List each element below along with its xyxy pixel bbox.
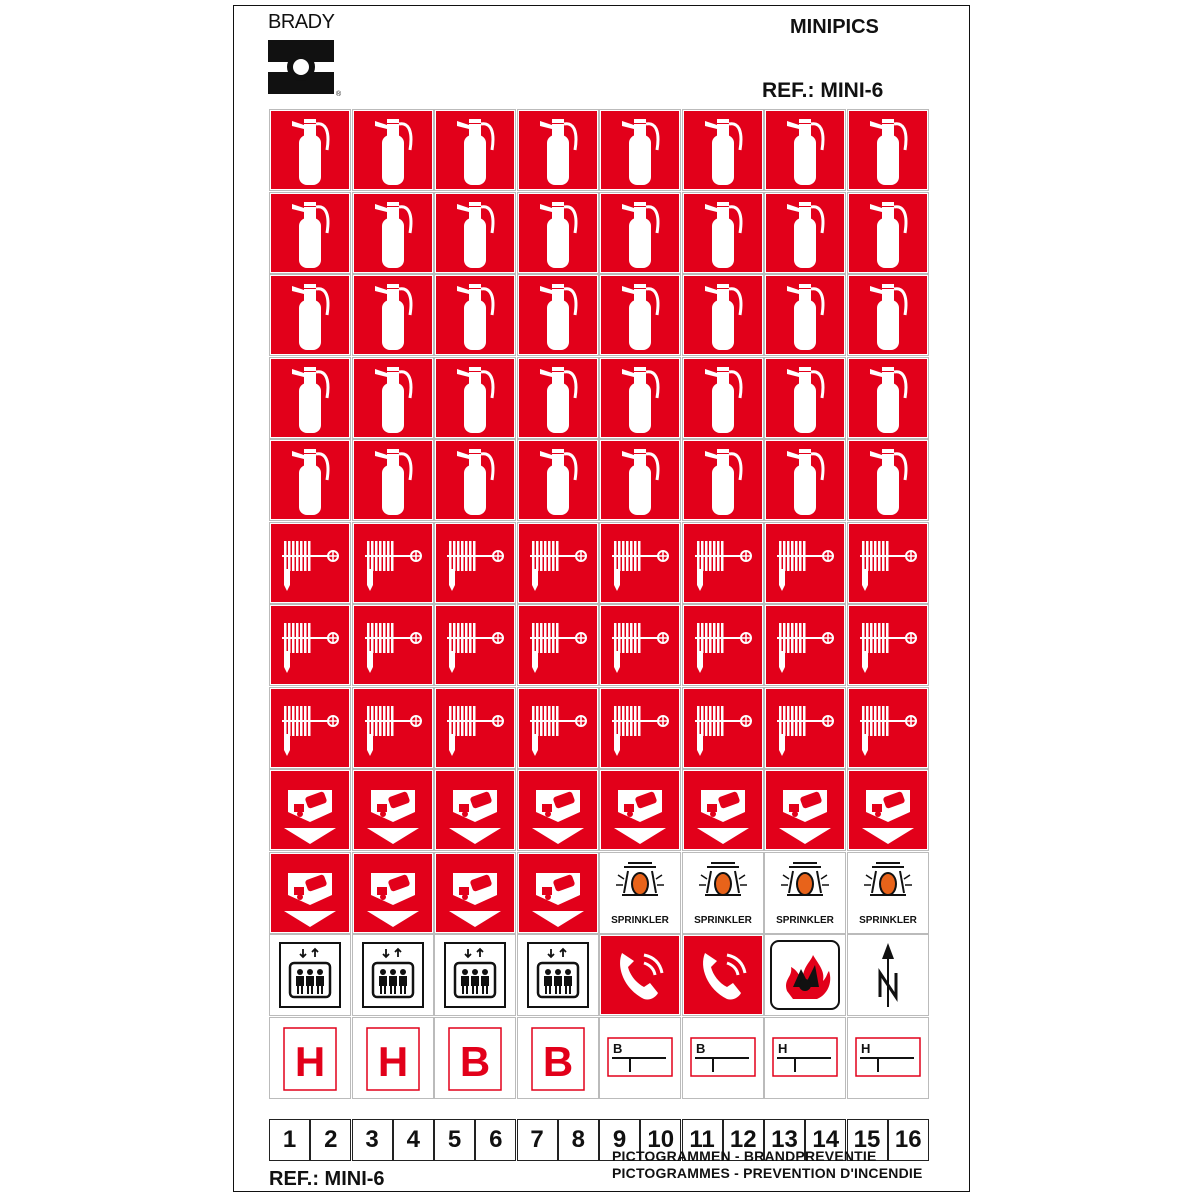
fire-extinguisher-label [352,439,434,521]
fire-alarm-point-label [434,852,516,934]
svg-text:B: B [613,1040,623,1056]
svg-text:B: B [542,1037,573,1085]
fire-extinguisher-label [599,274,681,356]
fire-extinguisher-label [682,109,764,191]
sprinkler-icon [600,853,680,933]
fire-alarm-point-label [352,852,434,934]
lift-label [269,934,351,1016]
fire-extinguisher-label [352,192,434,274]
fire-alarm-point-icon [518,853,598,933]
fire-extinguisher-label [599,439,681,521]
lift-label [434,934,516,1016]
fire-extinguisher-label [764,109,846,191]
label-number: 16 [888,1119,929,1161]
fire-extinguisher-icon [270,110,350,190]
sprinkler-label [682,852,764,934]
label-number: 10 [640,1119,681,1161]
fire-hose-reel-icon [765,605,845,685]
fire-extinguisher-icon [683,440,763,520]
fire-hose-reel-icon [848,688,928,768]
lift-icon [518,935,598,1015]
h-box-label [269,1017,351,1099]
svg-text:B: B [459,1037,491,1085]
fire-extinguisher-icon [435,275,515,355]
fire-extinguisher-label [434,357,516,439]
fire-hose-reel-icon [518,605,598,685]
svg-text:H: H [860,1040,870,1056]
fire-hose-reel-icon [435,688,515,768]
fire-hose-reel-icon [353,605,433,685]
fire-alarm-point-label [847,769,929,851]
fire-extinguisher-label [269,109,351,191]
label-number: 7 [517,1119,558,1161]
h-line-icon [765,1018,845,1098]
fire-extinguisher-icon [848,440,928,520]
fire-extinguisher-label [599,192,681,274]
fire-extinguisher-icon [600,110,680,190]
label-number: 12 [723,1119,764,1161]
explosive-fire-icon [765,935,845,1015]
fire-hose-reel-label [517,522,599,604]
label-number: 15 [847,1119,888,1161]
emergency-phone-icon [600,935,680,1015]
fire-extinguisher-icon [765,110,845,190]
fire-extinguisher-icon [270,193,350,273]
fire-hose-reel-icon [518,688,598,768]
fire-extinguisher-label [847,439,929,521]
fire-extinguisher-label [682,274,764,356]
fire-hose-reel-icon [270,605,350,685]
sprinkler-label [847,852,929,934]
fire-extinguisher-label [682,357,764,439]
fire-hose-reel-label [847,687,929,769]
fire-extinguisher-icon [353,110,433,190]
fire-extinguisher-label [764,192,846,274]
fire-hose-reel-label [764,687,846,769]
b-box-label [434,1017,516,1099]
fire-alarm-point-icon [435,853,515,933]
fire-extinguisher-icon [765,358,845,438]
fire-extinguisher-icon [435,193,515,273]
svg-text:H: H [294,1037,326,1085]
fire-alarm-point-icon [600,770,680,850]
fire-extinguisher-icon [600,358,680,438]
fire-hose-reel-label [764,522,846,604]
caption-french: PICTOGRAMMES - PREVENTION D'INCENDIE [612,1165,923,1181]
fire-hose-reel-icon [683,605,763,685]
fire-hose-reel-icon [683,523,763,603]
fire-alarm-point-label [434,769,516,851]
label-number: 4 [393,1119,434,1161]
fire-alarm-point-icon [353,770,433,850]
product-title: MINIPICS [790,16,879,38]
fire-hose-reel-label [352,604,434,686]
lift-label [517,934,599,1016]
fire-extinguisher-icon [353,193,433,273]
label-number: 6 [475,1119,516,1161]
label-number: 3 [352,1119,393,1161]
fire-extinguisher-icon [848,193,928,273]
fire-hose-reel-label [517,687,599,769]
fire-extinguisher-icon [435,440,515,520]
fire-extinguisher-label [269,357,351,439]
reference-top: REF.: MINI-6 [762,79,884,102]
fire-extinguisher-icon [600,275,680,355]
svg-text:SPRINKLER: SPRINKLER [611,914,669,926]
fire-extinguisher-icon [270,440,350,520]
h-line-icon [848,1018,928,1098]
fire-extinguisher-label [434,274,516,356]
fire-extinguisher-icon [683,358,763,438]
fire-extinguisher-label [847,357,929,439]
emergency-phone-label [682,934,764,1016]
lift-label [352,934,434,1016]
reference-bottom: REF.: MINI-6 [269,1168,385,1190]
label-number: 8 [558,1119,599,1161]
fire-hose-reel-label [599,604,681,686]
fire-extinguisher-icon [600,440,680,520]
fire-extinguisher-label [847,274,929,356]
fire-hose-reel-icon [600,523,680,603]
fire-hose-reel-label [599,522,681,604]
svg-text:SPRINKLER: SPRINKLER [776,914,834,926]
fire-extinguisher-icon [600,193,680,273]
fire-hose-reel-label [352,522,434,604]
b-line-label [599,1017,681,1099]
fire-extinguisher-icon [518,358,598,438]
fire-hose-reel-label [269,687,351,769]
north-arrow-icon [848,935,928,1015]
fire-extinguisher-icon [848,110,928,190]
h-line-label [847,1017,929,1099]
fire-hose-reel-icon [270,523,350,603]
label-number: 1 [269,1119,310,1161]
b-line-icon [600,1018,680,1098]
fire-hose-reel-icon [765,688,845,768]
fire-extinguisher-icon [683,193,763,273]
fire-hose-reel-label [269,522,351,604]
explosive-fire-label [764,934,846,1016]
fire-extinguisher-icon [765,193,845,273]
fire-hose-reel-label [682,522,764,604]
fire-alarm-point-label [352,769,434,851]
fire-alarm-point-label [682,769,764,851]
north-arrow-label [847,934,929,1016]
fire-extinguisher-label [352,357,434,439]
fire-extinguisher-icon [435,110,515,190]
fire-alarm-point-icon [435,770,515,850]
label-number: 13 [764,1119,805,1161]
fire-extinguisher-icon [353,275,433,355]
caption-dutch: PICTOGRAMMEN - BRANDPREVENTIE [612,1148,877,1164]
label-number: 2 [310,1119,351,1161]
fire-hose-reel-icon [683,688,763,768]
b-box-icon [518,1018,598,1098]
fire-extinguisher-label [764,274,846,356]
lift-icon [353,935,433,1015]
fire-alarm-point-icon [848,770,928,850]
fire-hose-reel-icon [353,523,433,603]
fire-extinguisher-icon [518,110,598,190]
fire-extinguisher-icon [765,440,845,520]
fire-hose-reel-label [764,604,846,686]
fire-extinguisher-icon [353,358,433,438]
fire-extinguisher-label [517,357,599,439]
fire-hose-reel-icon [435,523,515,603]
fire-alarm-point-label [599,769,681,851]
brady-logo-icon [268,40,340,96]
fire-extinguisher-label [269,439,351,521]
svg-text:SPRINKLER: SPRINKLER [858,914,917,926]
fire-hose-reel-icon [848,605,928,685]
fire-alarm-point-icon [270,770,350,850]
fire-extinguisher-icon [518,193,598,273]
sprinkler-icon [683,853,763,933]
lift-icon [270,935,350,1015]
fire-extinguisher-label [517,192,599,274]
fire-extinguisher-label [434,192,516,274]
fire-extinguisher-label [764,357,846,439]
fire-extinguisher-icon [848,358,928,438]
fire-hose-reel-label [434,687,516,769]
fire-alarm-point-label [517,769,599,851]
fire-extinguisher-label [517,439,599,521]
fire-alarm-point-icon [683,770,763,850]
fire-hose-reel-label [682,687,764,769]
fire-extinguisher-icon [683,110,763,190]
sprinkler-icon [848,853,928,933]
fire-hose-reel-icon [600,605,680,685]
fire-alarm-point-label [764,769,846,851]
fire-extinguisher-icon [518,275,598,355]
fire-hose-reel-label [434,604,516,686]
h-box-icon [270,1018,350,1098]
svg-text:H: H [377,1037,408,1085]
fire-hose-reel-label [352,687,434,769]
fire-extinguisher-label [682,192,764,274]
fire-extinguisher-label [352,274,434,356]
fire-extinguisher-label [847,192,929,274]
fire-alarm-point-icon [270,853,350,933]
fire-extinguisher-label [269,192,351,274]
fire-extinguisher-icon [270,358,350,438]
fire-extinguisher-icon [270,275,350,355]
fire-hose-reel-icon [435,605,515,685]
fire-extinguisher-label [434,109,516,191]
fire-extinguisher-label [599,357,681,439]
fire-hose-reel-label [434,522,516,604]
fire-extinguisher-label [847,109,929,191]
fire-extinguisher-icon [683,275,763,355]
fire-extinguisher-label [434,439,516,521]
fire-hose-reel-icon [270,688,350,768]
brand-name: BRADY [268,11,335,33]
fire-alarm-point-icon [518,770,598,850]
fire-hose-reel-icon [848,523,928,603]
fire-alarm-point-icon [765,770,845,850]
emergency-phone-label [599,934,681,1016]
fire-extinguisher-label [352,109,434,191]
fire-hose-reel-label [847,522,929,604]
fire-alarm-point-label [269,852,351,934]
fire-hose-reel-label [517,604,599,686]
fire-extinguisher-label [682,439,764,521]
sprinkler-label [599,852,681,934]
svg-text:B: B [695,1040,705,1056]
h-line-label [764,1017,846,1099]
fire-extinguisher-label [599,109,681,191]
b-box-label [517,1017,599,1099]
fire-hose-reel-label [682,604,764,686]
fire-extinguisher-icon [848,275,928,355]
b-box-icon [435,1018,515,1098]
fire-alarm-point-label [517,852,599,934]
b-line-icon [683,1018,763,1098]
fire-hose-reel-label [269,604,351,686]
svg-text:SPRINKLER: SPRINKLER [693,914,752,926]
h-box-label [352,1017,434,1099]
b-line-label [682,1017,764,1099]
label-number: 14 [805,1119,846,1161]
fire-hose-reel-icon [600,688,680,768]
fire-extinguisher-icon [435,358,515,438]
svg-text:H: H [778,1040,788,1056]
fire-extinguisher-label [764,439,846,521]
svg-text:®: ® [336,91,342,98]
fire-alarm-point-icon [353,853,433,933]
sprinkler-icon [765,853,845,933]
h-box-icon [353,1018,433,1098]
sprinkler-label [764,852,846,934]
fire-alarm-point-label [269,769,351,851]
fire-hose-reel-icon [518,523,598,603]
fire-extinguisher-icon [765,275,845,355]
fire-hose-reel-label [599,687,681,769]
fire-hose-reel-label [847,604,929,686]
label-number: 5 [434,1119,475,1161]
fire-extinguisher-label [517,274,599,356]
label-number: 9 [599,1119,640,1161]
fire-extinguisher-icon [353,440,433,520]
label-number: 11 [682,1119,723,1161]
emergency-phone-icon [683,935,763,1015]
fire-extinguisher-icon [518,440,598,520]
lift-icon [435,935,515,1015]
fire-hose-reel-icon [765,523,845,603]
fire-hose-reel-icon [353,688,433,768]
fire-extinguisher-label [269,274,351,356]
fire-extinguisher-label [517,109,599,191]
